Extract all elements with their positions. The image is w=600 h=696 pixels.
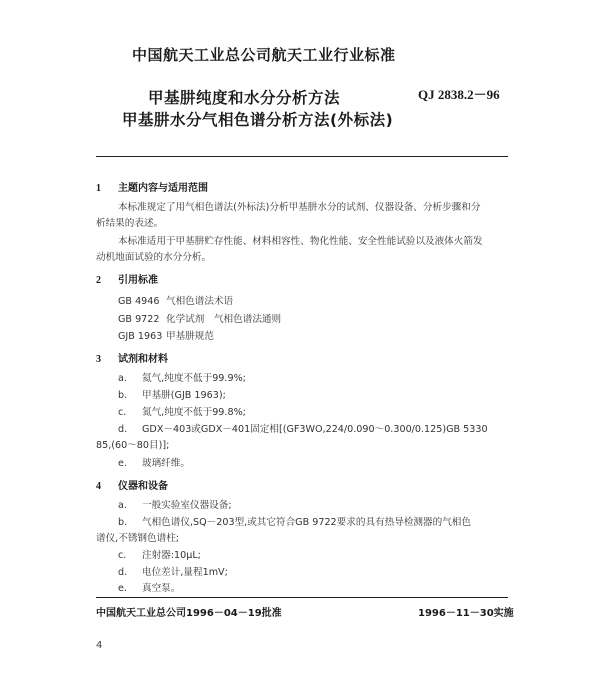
section-number: 3 (96, 354, 101, 365)
section-number: 2 (96, 275, 101, 286)
list-text: 玻璃纤维。 (142, 458, 190, 469)
header-rule (96, 156, 508, 157)
list-text: 氦气,纯度不低于99.9%; (142, 373, 246, 384)
list-text: 注射器:10μL; (142, 550, 201, 561)
section-title: 引用标准 (118, 275, 158, 286)
reference-name: 甲基肼规范 (166, 331, 214, 342)
list-marker: b. (118, 517, 128, 528)
reference-item (118, 293, 233, 307)
approval-date: 中国航天工业总公司1996－04－19批准 (96, 608, 282, 619)
list-marker: b. (118, 390, 128, 401)
document-title-line1: 甲基肼纯度和水分分析方法 (148, 89, 341, 107)
list-text: 电位差计,量程1mV; (142, 567, 228, 578)
document-title-line2: 甲基肼水分气相色谱分析方法(外标法) (122, 111, 394, 129)
list-item (118, 421, 488, 435)
section-1-heading (96, 179, 208, 194)
implementation-date: 1996－11－30实施 (418, 608, 514, 619)
section-number: 1 (96, 183, 101, 194)
paragraph-line: 动机地面试验的水分分析。 (96, 252, 212, 263)
list-item-continuation (96, 530, 179, 544)
list-text: 甲基肼(GJB 1963); (142, 390, 226, 401)
standard-code: QJ 2838.2－96 (418, 87, 500, 102)
list-marker: c. (118, 550, 127, 561)
list-marker: c. (118, 407, 127, 418)
list-marker: e. (118, 583, 127, 594)
list-item (118, 514, 471, 528)
section-title: 试剂和材料 (118, 354, 168, 365)
paragraph-line: 析结果的表述。 (96, 218, 164, 229)
list-text: 氮气,纯度不低于99.8%; (142, 407, 246, 418)
list-marker: a. (118, 373, 127, 384)
list-marker: a. (118, 500, 127, 511)
section-title: 主题内容与适用范围 (118, 183, 208, 194)
list-text: 真空泵。 (142, 583, 181, 594)
list-item (118, 387, 226, 401)
list-item (118, 497, 232, 511)
list-item (118, 404, 246, 418)
page-number: 4 (96, 640, 103, 651)
list-marker: e. (118, 458, 127, 469)
list-text: GDX－403或GDX－401固定相[(GF3WO,224/0.090～0.300/0.125)GB 5330 (142, 424, 488, 435)
list-text: 85,(60～80目)]; (96, 440, 170, 451)
reference-code: GB 9722 (118, 314, 160, 325)
reference-name: 气相色谱法术语 (166, 296, 234, 307)
list-item (118, 564, 228, 578)
section-4-heading (96, 477, 168, 492)
list-item (118, 580, 180, 594)
list-text: 气相色谱仪,SQ－203型,或其它符合GB 9722要求的具有热导检测器的气相色 (142, 517, 471, 528)
reference-item (118, 328, 214, 342)
issuing-organization: 中国航天工业总公司航天工业行业标准 (132, 46, 396, 64)
list-marker: d. (118, 424, 128, 435)
list-item (118, 547, 201, 561)
paragraph-line: 本标准适用于甲基肼贮存性能、材料相容性、物化性能、安全性能试验以及液体火箭发 (118, 236, 483, 247)
reference-code: GJB 1963 (118, 331, 163, 342)
list-marker: d. (118, 567, 128, 578)
list-item-continuation (96, 437, 169, 451)
section-2-heading (96, 271, 158, 286)
list-item (118, 370, 246, 384)
list-text: 谱仪,不锈钢色谱柱; (96, 533, 180, 544)
section-number: 4 (96, 481, 101, 492)
list-text: 一般实验室仪器设备; (142, 500, 232, 511)
reference-code: GB 4946 (118, 296, 160, 307)
section-title: 仪器和设备 (118, 481, 168, 492)
list-item (118, 455, 190, 469)
section-3-heading (96, 350, 168, 365)
reference-item (118, 311, 281, 325)
footer-rule (96, 597, 508, 598)
paragraph-line: 本标准规定了用气相色谱法(外标法)分析甲基肼水分的试剂、仪器设备、分析步骤和分 (118, 202, 481, 213)
reference-name: 化学试剂 气相色谱法通则 (166, 314, 282, 325)
